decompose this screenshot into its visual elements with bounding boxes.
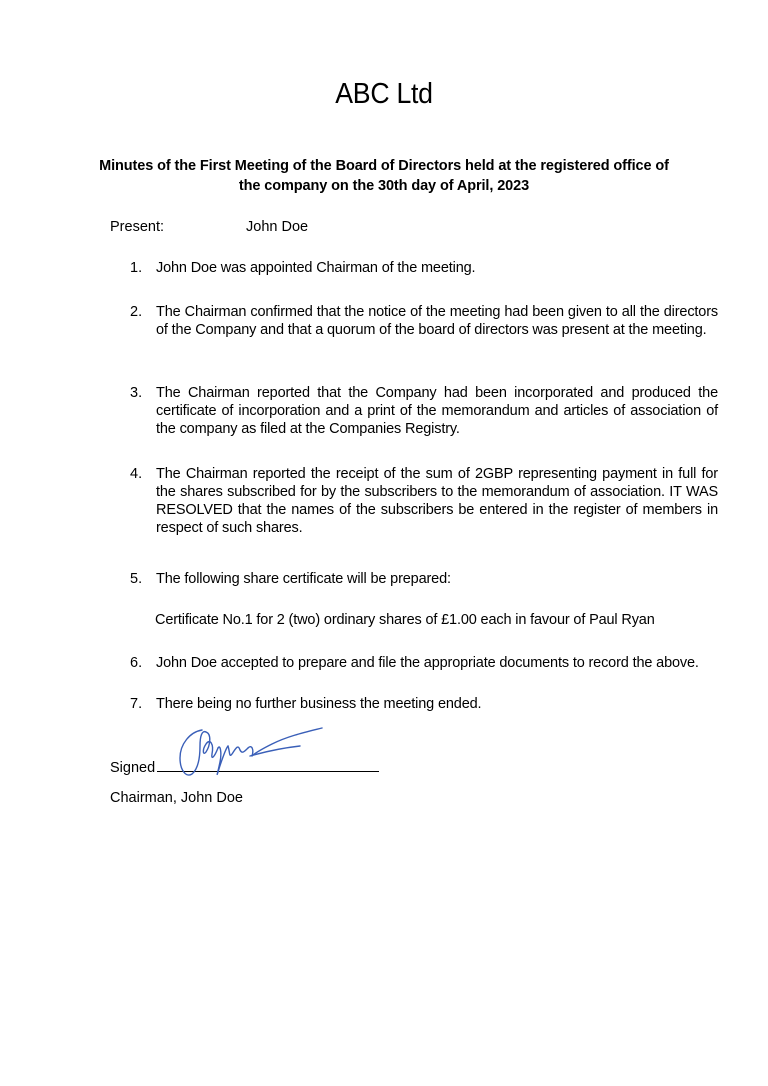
minutes-item xyxy=(130,570,718,588)
heading-line-2: the company on the 30th day of April, 2023 xyxy=(238,178,530,194)
share-certificate-line: Certificate No.1 for 2 (two) ordinary shares of £1.00 each in favour of Paul Ryan xyxy=(155,612,655,628)
item-number: 4. xyxy=(130,466,143,482)
item-text: The Chairman reported the receipt of the sum of 2GBP representing payment in full for the shares subscribed for by the subscribers to the memorandum of association. IT WAS RESOLVED that the names of the subscribers be entered in the register of members in respect of such shares. xyxy=(156,466,718,536)
item-number: 2. xyxy=(130,304,143,320)
present-row xyxy=(110,218,610,236)
heading-line-1: Minutes of the First Meeting of the Board of Directors held at the registered office of xyxy=(99,158,669,174)
item-number: 7. xyxy=(130,696,143,712)
signer-title: Chairman, John Doe xyxy=(110,790,243,806)
item-text: John Doe accepted to prepare and file the appropriate documents to record the above. xyxy=(156,655,699,671)
handwritten-signature xyxy=(172,722,332,784)
item-number: 6. xyxy=(130,655,143,671)
item-number: 1. xyxy=(130,260,143,276)
item-text: The Chairman confirmed that the notice of the meeting had been given to all the directors of the Company and that a quorum of the board of directors was present at the meeting. xyxy=(156,304,718,338)
item-text: There being no further business the meeting ended. xyxy=(156,696,482,712)
minutes-item xyxy=(130,303,718,339)
item-number: 5. xyxy=(130,571,143,587)
minutes-item xyxy=(130,465,718,537)
item-number: 3. xyxy=(130,385,143,401)
company-name: ABC Ltd xyxy=(335,78,433,110)
present-label: Present: xyxy=(110,219,164,235)
item-text: The Chairman reported that the Company had been incorporated and produced the certificate of incorporation and a print of the memorandum and articles of association of the company as filed at the Companies Registry. xyxy=(156,385,718,437)
item-text: John Doe was appointed Chairman of the meeting. xyxy=(156,260,476,276)
signed-label: Signed xyxy=(110,760,156,776)
minutes-item xyxy=(130,695,718,713)
item-text: The following share certificate will be prepared: xyxy=(156,571,451,587)
minutes-item xyxy=(130,654,718,672)
minutes-heading xyxy=(60,156,708,196)
present-name: John Doe xyxy=(246,219,309,235)
minutes-item xyxy=(130,259,718,277)
minutes-item xyxy=(130,384,718,438)
